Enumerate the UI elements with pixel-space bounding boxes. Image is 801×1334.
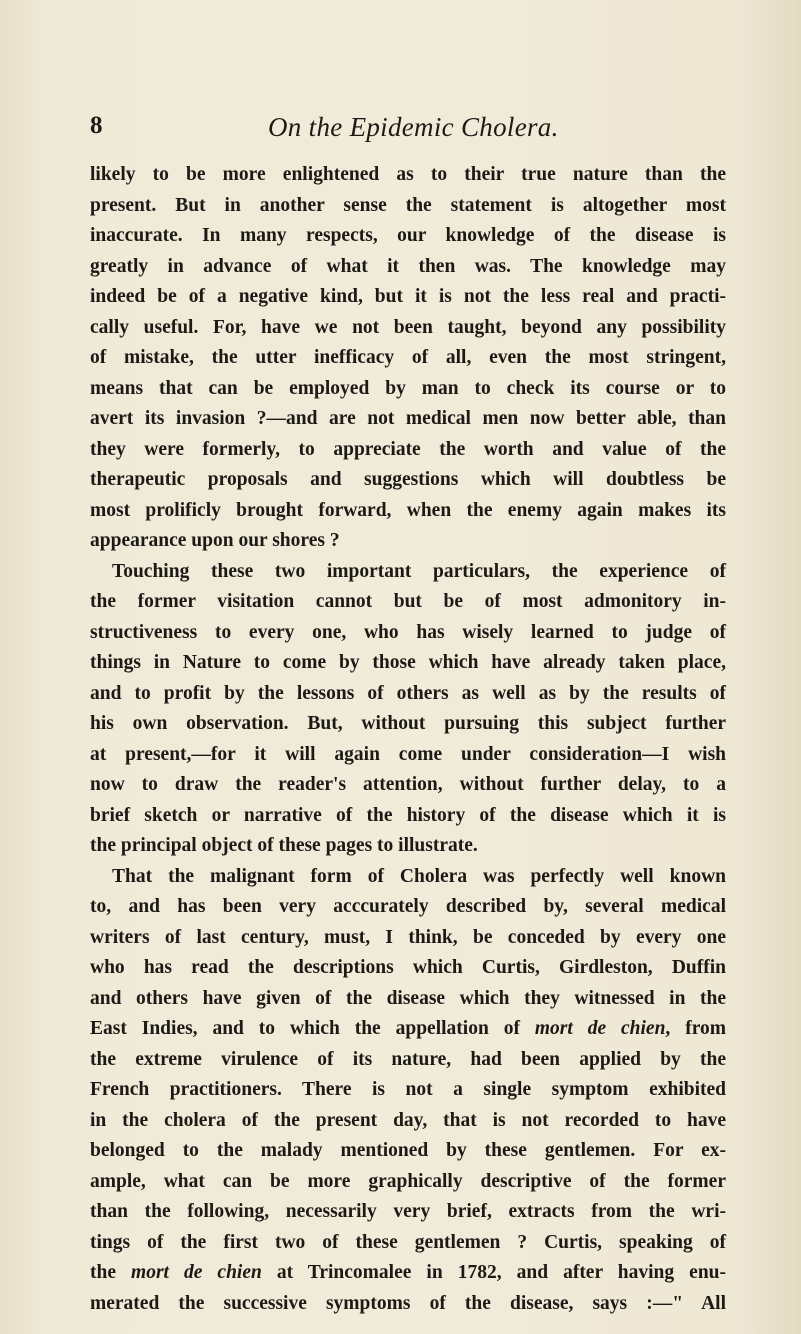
text-line: of mistake, the utter inefficacy of all, even the most stringent,	[90, 347, 726, 368]
text-line: greatly in advance of what it then was. The knowledge may	[90, 255, 726, 277]
running-head: On the Epidemic Cholera.	[268, 112, 559, 142]
text-line: the extreme virulence of its nature, had been applied by the	[90, 1048, 726, 1070]
page-header	[90, 112, 726, 146]
text-line: writers of last century, must, I think, be conceded by every one	[90, 926, 726, 948]
paragraph-start-line: Touching these two important particulars, the experience of	[112, 560, 726, 582]
text-line	[90, 1258, 726, 1289]
text-line: structiveness to every one, who has wisely learned to judge of	[90, 621, 726, 643]
text-line: the former visitation cannot but be of most admonitory in-	[90, 591, 726, 612]
text-line: and to profit by the lessons of others as well as by the results of	[90, 682, 726, 704]
text-line: means that can be employed by man to check its course or to	[90, 377, 726, 399]
text-line: belonged to the malady mentioned by these gentlemen. For ex-	[90, 1140, 726, 1161]
paragraph-start-line: That the malignant form of Cholera was perfectly well known	[112, 865, 726, 887]
text-line: things in Nature to come by those which have already taken place,	[90, 652, 726, 673]
body-text	[90, 160, 726, 1319]
text-line: brief sketch or narrative of the history of the disease which it is	[90, 804, 726, 826]
text-line: therapeutic proposals and suggestions which will doubtless be	[90, 469, 726, 490]
page-number: 8	[90, 112, 103, 139]
text-line: who has read the descriptions which Curtis, Girdleston, Duffin	[90, 957, 726, 978]
italic-term: mort de chien	[534, 1018, 666, 1039]
text-line: likely to be more enlightened as to their true nature than the	[90, 164, 726, 185]
text-line: appearance upon our shores ?	[90, 530, 340, 551]
text-line: tings of the first two of these gentlemen ? Curtis, speaking of	[90, 1231, 726, 1253]
text-line: they were formerly, to appreciate the worth and value of the	[90, 438, 726, 460]
text-line: than the following, necessarily very brief, extracts from the wri-	[90, 1201, 726, 1222]
text-line: the principal object of these pages to illustrate.	[90, 835, 478, 856]
italic-term: mort de chien	[131, 1262, 262, 1283]
text-line: cally useful. For, have we not been taught, beyond any possibility	[90, 316, 726, 338]
text-line: his own observation. But, without pursuing this subject further	[90, 713, 726, 734]
text-line: present. But in another sense the statement is altogether most	[90, 194, 726, 216]
text-line: in the cholera of the present day, that is not recorded to have	[90, 1109, 726, 1131]
text-line: avert its invasion ?—and are not medical men now better able, than	[90, 408, 726, 429]
text-line: to, and has been very acccurately described by, several medical	[90, 896, 726, 917]
text-line: ample, what can be more graphically descriptive of the former	[90, 1170, 726, 1192]
text-line	[90, 1014, 726, 1045]
text-segment: , from	[665, 1018, 726, 1039]
text-line: inaccurate. In many respects, our knowledge of the disease is	[90, 225, 726, 246]
text-line: merated the successive symptoms of the disease, says :—" All	[90, 1292, 726, 1314]
text-line: at present,—for it will again come under consideration—I wish	[90, 743, 726, 765]
text-line: most prolificly brought forward, when the enemy again makes its	[90, 499, 726, 521]
text-segment: the	[90, 1262, 116, 1283]
text-segment: at Trincomalee in 1782, and after having enu-	[276, 1262, 727, 1283]
text-segment: East Indies, and to which the appellation of	[90, 1018, 520, 1039]
text-line: now to draw the reader's attention, without further delay, to a	[90, 774, 726, 795]
text-line: French practitioners. There is not a single symptom exhibited	[90, 1079, 726, 1100]
text-line: and others have given of the disease which they witnessed in the	[90, 987, 726, 1009]
text-line: indeed be of a negative kind, but it is not the less real and practi-	[90, 286, 726, 307]
